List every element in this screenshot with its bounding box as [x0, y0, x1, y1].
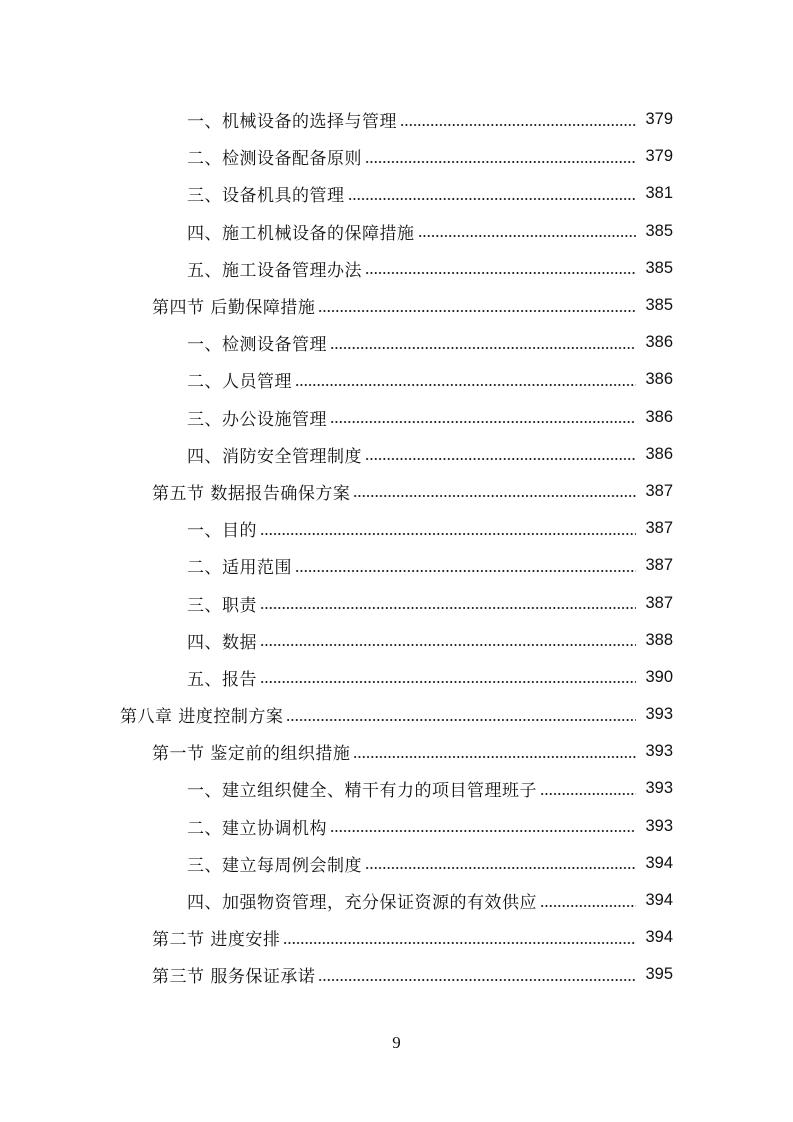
toc-dot-leader — [365, 458, 636, 460]
toc-entry-page: 385 — [645, 296, 673, 315]
toc-entry[interactable] — [0, 287, 793, 324]
toc-entry[interactable] — [0, 436, 793, 473]
toc-entry-title: 第二节 进度安排 — [152, 930, 281, 951]
toc-dot-leader — [260, 644, 636, 646]
toc-entry[interactable] — [0, 250, 793, 287]
toc-entry-title: 一、建立组织健全、精干有力的项目管理班子 — [187, 781, 537, 802]
toc-dot-leader — [260, 607, 636, 609]
toc-dot-leader — [295, 570, 636, 572]
toc-entry[interactable] — [0, 175, 793, 212]
toc-entry[interactable] — [0, 584, 793, 621]
toc-entry-title: 第五节 数据报告确保方案 — [152, 483, 351, 504]
toc-dot-leader — [318, 979, 636, 981]
toc-entry[interactable] — [0, 882, 793, 919]
toc-entry-page: 386 — [645, 370, 673, 389]
toc-entry[interactable] — [0, 361, 793, 398]
toc-entry[interactable] — [0, 808, 793, 845]
toc-dot-leader — [260, 681, 636, 683]
toc-entry[interactable] — [0, 510, 793, 547]
toc-entry-title: 第八章 进度控制方案 — [120, 707, 284, 728]
toc-entry[interactable] — [0, 919, 793, 956]
toc-entry-page: 393 — [645, 816, 673, 835]
toc-entry-page: 385 — [645, 258, 673, 277]
toc-entry-title: 四、加强物资管理，充分保证资源的有效供应 — [187, 893, 537, 914]
toc-entry-page: 390 — [645, 667, 673, 686]
toc-entry-title: 三、职责 — [187, 595, 257, 616]
toc-entry[interactable] — [0, 770, 793, 807]
toc-dot-leader — [330, 830, 636, 832]
toc-entry-page: 394 — [645, 891, 673, 910]
toc-entry-page: 387 — [645, 556, 673, 575]
toc-entry[interactable] — [0, 138, 793, 175]
toc-dot-leader — [353, 756, 636, 758]
toc-entry-page: 393 — [645, 742, 673, 761]
toc-entry-title: 一、目的 — [187, 521, 257, 542]
toc-entry-page: 379 — [645, 110, 673, 129]
toc-entry-title: 二、检测设备配备原则 — [187, 149, 362, 170]
toc-dot-leader — [330, 421, 636, 423]
toc-entry-page: 394 — [645, 928, 673, 947]
toc-dot-leader — [365, 867, 636, 869]
table-of-contents — [0, 101, 793, 994]
toc-entry-page: 386 — [645, 444, 673, 463]
toc-entry-page: 393 — [645, 779, 673, 798]
toc-dot-leader — [540, 793, 636, 795]
toc-entry-page: 387 — [645, 481, 673, 500]
toc-entry[interactable] — [0, 696, 793, 733]
toc-entry-page: 395 — [645, 965, 673, 984]
toc-entry[interactable] — [0, 733, 793, 770]
toc-entry-title: 四、数据 — [187, 632, 257, 653]
toc-entry-title: 第一节 鉴定前的组织措施 — [152, 744, 351, 765]
toc-dot-leader — [365, 161, 636, 163]
toc-entry[interactable] — [0, 213, 793, 250]
toc-entry-page: 386 — [645, 407, 673, 426]
toc-entry-page: 385 — [645, 221, 673, 240]
toc-dot-leader — [295, 384, 636, 386]
toc-dot-leader — [286, 719, 636, 721]
toc-entry[interactable] — [0, 399, 793, 436]
toc-dot-leader — [353, 495, 636, 497]
toc-entry-page: 387 — [645, 519, 673, 538]
toc-entry-title: 第三节 服务保证承诺 — [152, 967, 316, 988]
toc-entry[interactable] — [0, 956, 793, 993]
toc-entry-title: 五、报告 — [187, 669, 257, 690]
toc-entry[interactable] — [0, 845, 793, 882]
toc-entry-title: 三、办公设施管理 — [187, 409, 327, 430]
toc-entry[interactable] — [0, 473, 793, 510]
toc-dot-leader — [260, 533, 636, 535]
toc-entry-title: 二、建立协调机构 — [187, 818, 327, 839]
toc-entry-page: 387 — [645, 593, 673, 612]
toc-entry[interactable] — [0, 659, 793, 696]
toc-entry-page: 379 — [645, 147, 673, 166]
toc-entry-title: 一、检测设备管理 — [187, 335, 327, 356]
toc-entry-title: 二、适用范围 — [187, 558, 292, 579]
toc-entry-title: 一、机械设备的选择与管理 — [187, 112, 397, 133]
toc-entry-page: 394 — [645, 853, 673, 872]
toc-entry-page: 386 — [645, 333, 673, 352]
toc-entry[interactable] — [0, 324, 793, 361]
toc-entry-title: 二、人员管理 — [187, 372, 292, 393]
toc-dot-leader — [283, 942, 636, 944]
toc-entry-page: 388 — [645, 630, 673, 649]
page-number: 9 — [392, 1033, 401, 1052]
toc-entry-title: 四、施工机械设备的保障措施 — [187, 223, 415, 244]
toc-entry-title: 四、消防安全管理制度 — [187, 446, 362, 467]
toc-entry-page: 381 — [645, 184, 673, 203]
toc-dot-leader — [330, 347, 636, 349]
toc-entry-title: 第四节 后勤保障措施 — [152, 298, 316, 319]
toc-entry[interactable] — [0, 547, 793, 584]
toc-dot-leader — [365, 272, 636, 274]
toc-entry[interactable] — [0, 622, 793, 659]
toc-dot-leader — [318, 310, 636, 312]
toc-dot-leader — [540, 905, 636, 907]
toc-entry[interactable] — [0, 101, 793, 138]
toc-dot-leader — [418, 235, 637, 237]
toc-entry-title: 三、设备机具的管理 — [187, 186, 345, 207]
toc-entry-title: 五、施工设备管理办法 — [187, 260, 362, 281]
toc-entry-title: 三、建立每周例会制度 — [187, 855, 362, 876]
toc-entry-page: 393 — [645, 705, 673, 724]
toc-dot-leader — [400, 124, 636, 126]
toc-dot-leader — [348, 198, 637, 200]
